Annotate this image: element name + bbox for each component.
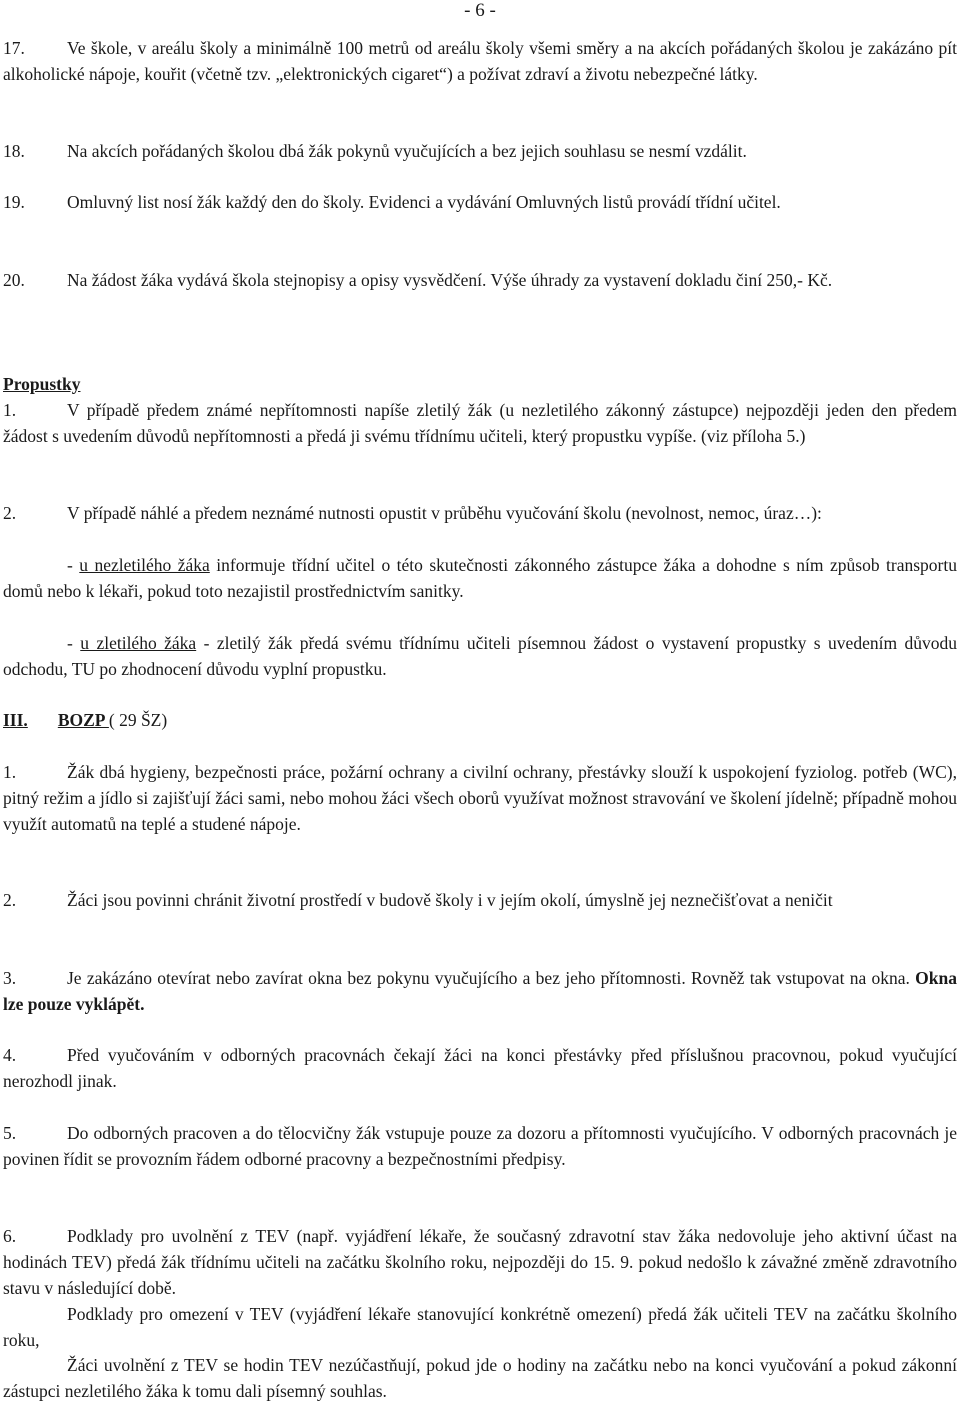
bozp-6-continued [3, 1301, 957, 1353]
item-text: Na žádost žáka vydává škola stejnopisy a opisy vysvědčení. Výše úhrady za vystavení dokladu činí 250,- Kč. [67, 270, 833, 290]
item-number: 18. [3, 141, 25, 161]
item-number: 5. [3, 1123, 17, 1143]
item-number: 17. [3, 38, 25, 58]
item-bold-text: Okna lze pouze vyklápět. [3, 968, 957, 1014]
item-17 [3, 35, 957, 87]
item-number: 3. [3, 968, 17, 988]
item-number: 19. [3, 192, 25, 212]
item-text: Žák dbá hygieny, bezpečnosti práce, požární ochrany a civilní ochrany, přestávky slouží k uspokojení fyziolog. potřeb (WC), pitný režim a jídlo si zajišťují žáci sami, nebo mohou žáci všech oborů využívat možnost stravování ve školení jídelně; případně mohou využít automatů na teplé a studené nápoje. [3, 762, 957, 834]
item-number: 1. [3, 762, 17, 782]
item-text: Podklady pro omezení v TEV (vyjádření lékaře stanovující konkrétně omezení) předá žák učiteli TEV na začátku školního roku, [3, 1304, 957, 1350]
bullet-prefix: - [67, 633, 81, 653]
bullet-text: - zletilý žák předá svému třídnímu učiteli písemnou žádost o vystavení propustky s uvedením důvodu odchodu, TU po zhodnocení důvodu vyplní propustku. [3, 633, 957, 679]
item-number: 20. [3, 270, 25, 290]
section-title: BOZP [57, 710, 109, 730]
bozp-4 [3, 1042, 957, 1094]
bozp-6 [3, 1223, 957, 1301]
propustky-2 [3, 500, 957, 526]
section-heading [3, 707, 957, 733]
item-text: Do odborných pracoven a do tělocvičny žák vstupuje pouze za dozoru a přítomnosti vyučujícího. V odborných pracovnách je povinen řídit se provozním řádem odborné pracovny a bezpečnostními předpisy. [3, 1123, 957, 1169]
item-text: Omluvný list nosí žák každý den do školy. Evidenci a vydávání Omluvných listů provádí třídní učitel. [67, 192, 781, 212]
item-number: 2. [3, 503, 17, 523]
bullet-underlined: u zletilého žáka [80, 633, 197, 653]
bozp-2 [3, 887, 957, 913]
item-20 [3, 267, 957, 293]
item-text: Podklady pro uvolnění z TEV (např. vyjádření lékaře, že současný zdravotní stav žáka nedovoluje jeho aktivní účast na hodinách TEV) předá žák třídnímu učiteli na začátku školního roku, nejpozději do 15. 9. pokud nedošlo k závažné změně zdravotního stavu v následující době. [3, 1226, 957, 1298]
item-number: 6. [3, 1226, 17, 1246]
propustky-1 [3, 397, 957, 449]
item-text: Na akcích pořádaných školou dbá žák pokynů vyučujících a bez jejich souhlasu se nesmí vzdálit. [67, 141, 747, 161]
bozp-6-final [3, 1352, 957, 1404]
item-text: Žáci jsou povinni chránit životní prostředí v budově školy i v jejím okolí, úmyslně jej neznečišťovat a neničit [67, 890, 833, 910]
section-ref: ( 29 ŠZ) [108, 710, 168, 730]
bozp-1 [3, 759, 957, 837]
bullet-prefix: - [67, 555, 80, 575]
item-text: Ve škole, v areálu školy a minimálně 100 metrů od areálu školy všemi směry a na akcích pořádaných školou je zakázáno pít alkoholické nápoje, kouřit (včetně tzv. „elektronických cigaret“) a požívat zdraví a životu nebezpečné látky. [3, 38, 957, 84]
propustky-heading: Propustky [3, 374, 81, 394]
item-number: 1. [3, 400, 17, 420]
page-number: - 6 - [464, 0, 496, 21]
propustky-bullet-adult [3, 630, 957, 682]
item-text: Žáci uvolnění z TEV se hodin TEV nezúčastňují, pokud jde o hodiny na začátku nebo na konci vyučování a pokud zákonní zástupci nezletilého žáka k tomu dali písemný souhlas. [3, 1355, 957, 1401]
item-text: Před vyučováním v odborných pracovnách čekají žáci na konci přestávky před příslušnou pracovnou, pokud vyučující nerozhodl jinak. [3, 1045, 957, 1091]
item-text: Je zakázáno otevírat nebo zavírat okna bez pokynu vyučujícího a bez jeho přítomnosti. Rovněž tak vstupovat na okna. [67, 968, 916, 988]
item-number: 2. [3, 890, 17, 910]
propustky-bullet-minor [3, 552, 957, 604]
item-18 [3, 138, 957, 164]
bullet-underlined: u nezletilého žáka [79, 555, 210, 575]
item-19 [3, 189, 957, 215]
bozp-5 [3, 1120, 957, 1172]
bozp-3 [3, 965, 957, 1017]
section-roman: III. [3, 710, 28, 730]
bullet-text: informuje třídní učitel o této skutečnosti zákonného zástupce žáka a dohodne s ním způsob transportu domů nebo k lékaři, pokud toto nezajistil prostřednictvím sanitky. [3, 555, 957, 601]
item-text: V případě předem známé nepřítomnosti napíše zletilý žák (u nezletilého zákonný zástupce) nejpozději jeden den předem žádost s uvedením důvodů nepřítomnosti a předá ji svému třídnímu učiteli, který propustku vypíše. (viz příloha 5.) [3, 400, 957, 446]
item-number: 4. [3, 1045, 17, 1065]
item-text: V případě náhlé a předem neznámé nutnosti opustit v průběhu vyučování školu (nevolnost, nemoc, úraz…): [67, 503, 822, 523]
